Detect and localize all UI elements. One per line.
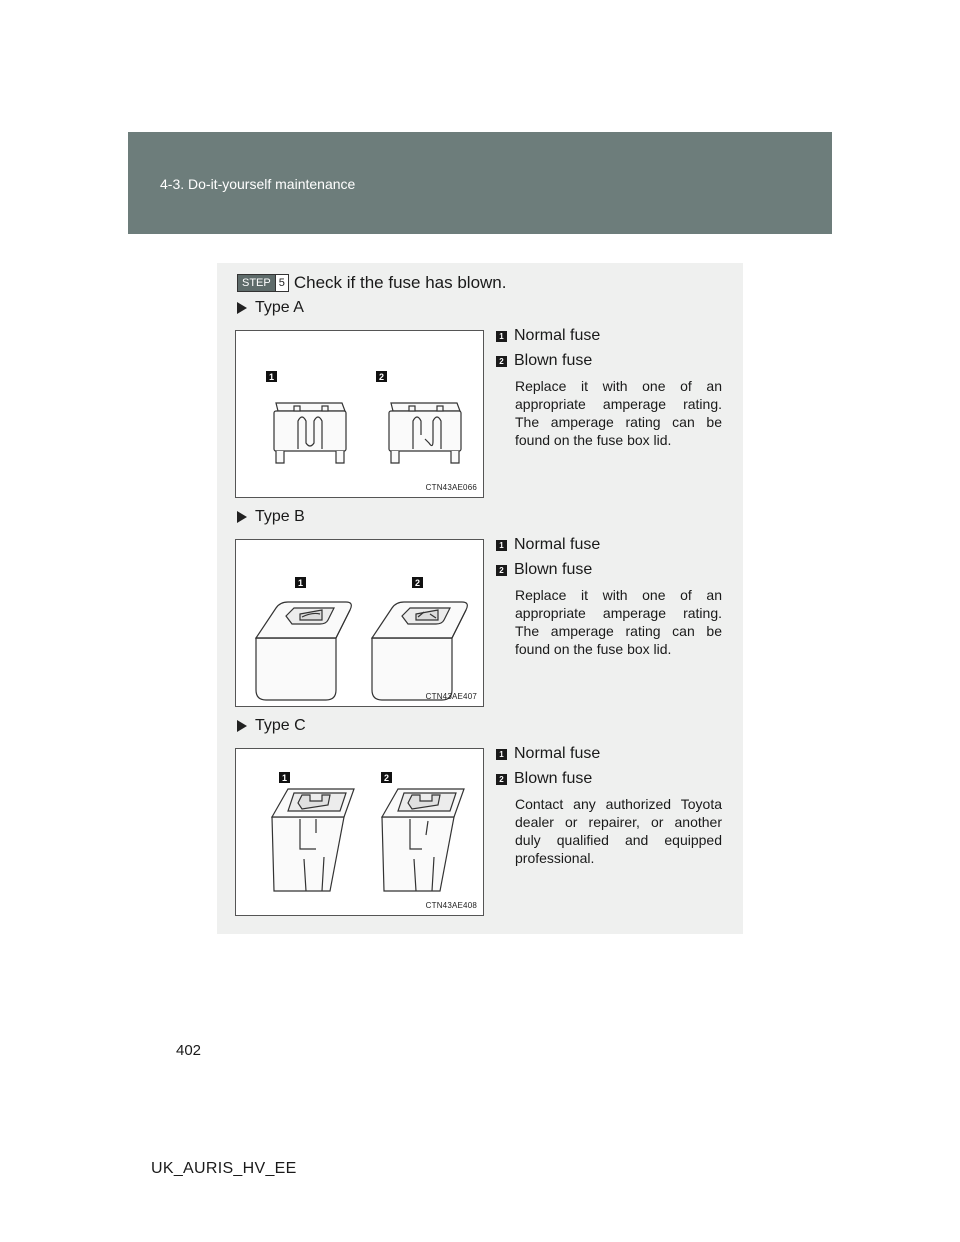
triangle-bullet-icon <box>237 302 247 314</box>
blade-fuse-illustration <box>236 331 483 497</box>
step-badge <box>237 274 289 292</box>
cartridge-fuse-illustration <box>236 540 483 706</box>
normal-cartridge-fuse <box>256 602 351 700</box>
type-b-label: Type B <box>255 508 305 525</box>
callout-normal-fuse: 1 Normal fuse <box>496 326 722 346</box>
page-number: 402 <box>176 1042 202 1059</box>
callout-number-2: 2 <box>496 774 507 785</box>
figure-code: CTN43AE407 <box>425 692 477 701</box>
normal-box-fuse <box>272 789 354 891</box>
section-title: 4-3. Do-it-yourself maintenance <box>160 176 356 192</box>
figure-code: CTN43AE408 <box>425 901 477 910</box>
type-a-heading <box>237 299 304 317</box>
type-a-figure <box>235 330 484 498</box>
type-c-description: Contact any authorized Toyota dealer or repairer, or another duly qualified and equipped professional. <box>515 796 722 866</box>
callout-blown-fuse: 2 Blown fuse <box>496 351 722 371</box>
box-fuse-illustration <box>236 749 483 915</box>
document-code: UK_AURIS_HV_EE <box>151 1160 297 1177</box>
normal-blade-fuse <box>274 403 346 463</box>
svg-text:1: 1 <box>268 372 275 382</box>
type-b-heading <box>237 508 305 526</box>
callout-blown-fuse: 2 Blown fuse <box>496 560 722 580</box>
callout-number-2: 2 <box>496 356 507 367</box>
svg-text:1: 1 <box>297 578 304 588</box>
callout-blown-fuse: 2 Blown fuse <box>496 769 722 789</box>
svg-text:2: 2 <box>378 372 385 382</box>
svg-text:2: 2 <box>383 773 390 783</box>
svg-text:1: 1 <box>281 773 288 783</box>
type-a-callouts <box>496 326 722 449</box>
callout-normal-fuse: 1 Normal fuse <box>496 744 722 764</box>
blown-box-fuse <box>382 789 464 891</box>
type-b-callouts <box>496 535 722 658</box>
type-c-callouts <box>496 744 722 867</box>
callout-normal-fuse: 1 Normal fuse <box>496 535 722 555</box>
callout-number-2: 2 <box>496 565 507 576</box>
type-c-label: Type C <box>255 717 306 734</box>
step-word: STEP <box>238 275 275 291</box>
type-a-description: Replace it with one of an appropriate amperage rating. The amperage rating can be found on the fuse box lid. <box>515 378 722 448</box>
svg-text:2: 2 <box>414 578 421 588</box>
type-c-heading <box>237 717 306 735</box>
step-number: 5 <box>275 275 288 291</box>
instruction-panel <box>217 263 743 934</box>
blown-blade-fuse <box>389 403 461 463</box>
triangle-bullet-icon <box>237 720 247 732</box>
callout-number-1: 1 <box>496 540 507 551</box>
type-c-figure <box>235 748 484 916</box>
step-row <box>237 273 506 293</box>
type-b-figure <box>235 539 484 707</box>
type-a-label: Type A <box>255 299 304 316</box>
step-text: Check if the fuse has blown. <box>293 273 507 292</box>
triangle-bullet-icon <box>237 511 247 523</box>
section-header <box>128 132 832 234</box>
blown-cartridge-fuse <box>372 602 467 700</box>
callout-number-1: 1 <box>496 331 507 342</box>
figure-code: CTN43AE066 <box>425 483 477 492</box>
type-b-description: Replace it with one of an appropriate amperage rating. The amperage rating can be found on the fuse box lid. <box>515 587 722 657</box>
callout-number-1: 1 <box>496 749 507 760</box>
